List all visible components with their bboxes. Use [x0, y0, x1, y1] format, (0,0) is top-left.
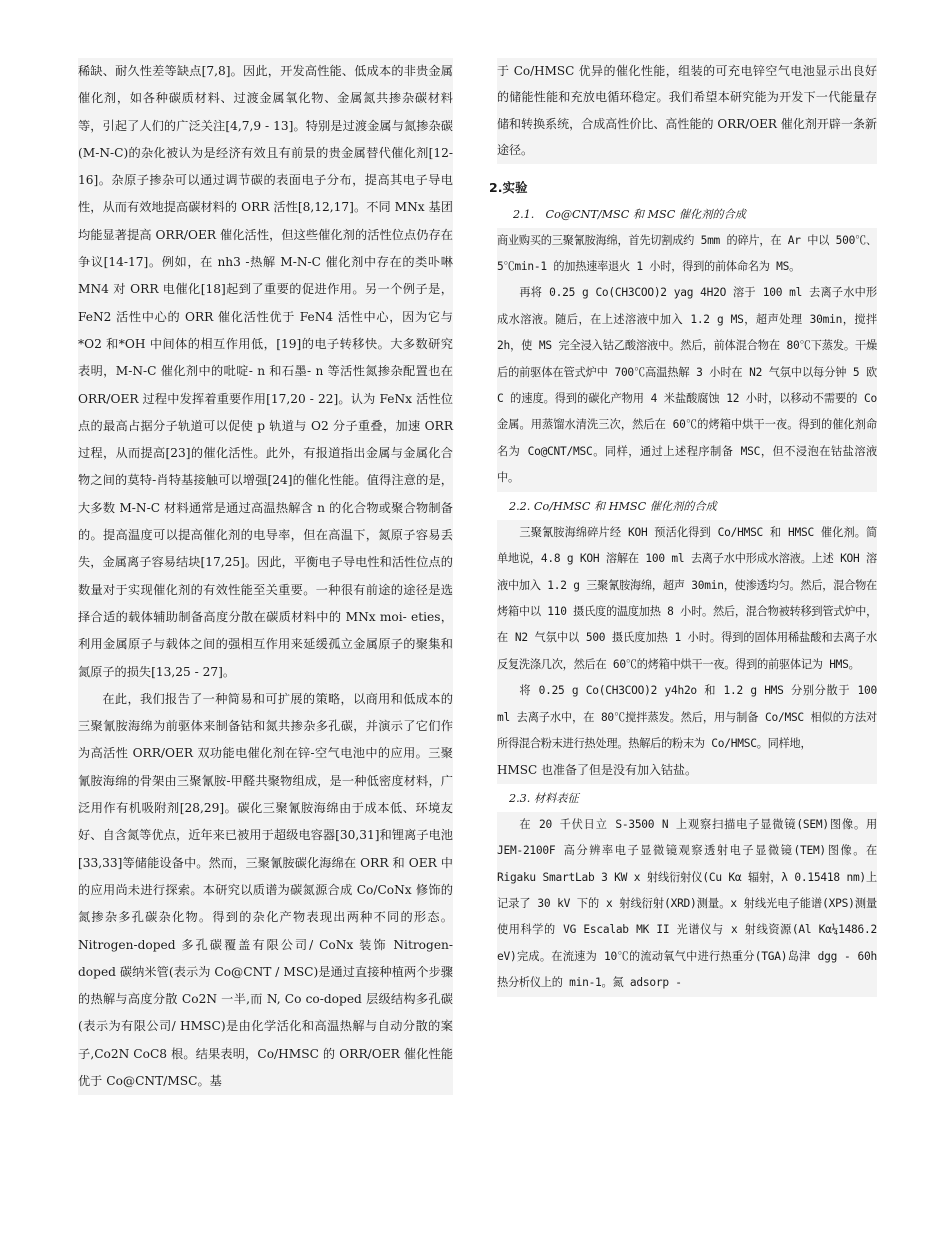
subsection-2-1-heading: 2.1. Co@CNT/MSC 和 MSC 催化剂的合成 — [513, 207, 746, 221]
subsection-2-2-heading: 2.2. Co/HMSC 和 HMSC 催化剂的合成 — [509, 499, 717, 513]
right-column — [489, 58, 878, 997]
left-column — [78, 58, 453, 1095]
section-2-heading: 2.实验 — [489, 179, 528, 195]
subsection-2-3-body — [497, 812, 877, 997]
left-paragraph-2: 在此，我们报告了一种简易和可扩展的策略，以商用和低成本的三聚氰胺海绵为前驱体来制备钴和氮共掺杂多孔碳，并演示了它们作为高活性 ORR/OER 双功能电催化剂在锌-空气电池中的应用。三聚氰胺海绵的骨架由三聚氰胺-甲醛共聚物组成，是一种低密度材料，广泛用作有机吸附剂[28,29]。碳化三聚氰胺海绵由于成本低、环境友好、自含氮等优点，近年来已被用于超级电容器[30,31]和锂离子电池[33,33]等储能设备中。然而，三聚氰胺碳化海绵在 ORR 和 OER 中的应用尚未进行探索。本研究以质谱为碳氮源合成 Co/CoNx 修饰的氮掺杂多孔碳杂化物。得到的杂化产物表现出两种不同的形态。Nitrogen-doped 多孔碳覆盖有限公司/ CoNx 装饰 Nitrogen-doped 碳纳米管(表示为 Co@CNT / MSC)是通过直接种植两个步骤的热解与高度分散 Co2N 一半,而 N, Co co-doped 层级结构多孔碳(表示为有限公司/ HMSC)是由化学活化和高温热解与自动分散的案子,Co2N CoC8 根。结果表明，Co/HMSC 的 ORR/OER 催化性能优于 Co@CNT/MSC。基 — [78, 691, 453, 1088]
subsection-2-2-paragraph-2-end: HMSC 也准备了但是没有加入钴盐。 — [497, 763, 697, 778]
subsection-2-3-paragraph-1: 在 20 千伏日立 S-3500 N 上观察扫描电子显微镜(SEM)图像。用 JEM-2100F 高分辨率电子显微镜观察透射电子显微镜(TEM)图像。在 Rigaku SmartLab 3 KW x 射线衍射仪(Cu Kα 辐射，λ 0.15418 nm)上记录了 30 kV 下的 x 射线衍射(XRD)测量。x 射线光电子能谱(XPS)测量使用科学的 VG Escalab MK II 光谱仪与 x 射线资源(Al Kα¼1486.2 eV)完成。在流速为 10℃的流动氧气中进行热重分(TGA)岛津 dgg - 60h 热分析仪上的 min-1。氮 adsorp - — [497, 817, 877, 990]
subsection-2-2-body — [497, 520, 877, 784]
left-paragraph-1: 稀缺、耐久性差等缺点[7,8]。因此，开发高性能、低成本的非贵金属催化剂，如各种碳质材料、过渡金属氧化物、金属氮共掺杂碳材料等，引起了人们的广泛关注[4,7,9 - 13]。特别是过渡金属与氮掺杂碳(M-N-C)的杂化被认为是经济有效且有前景的贵金属替代催化剂[12-16]。杂原子掺杂可以通过调节碳的表面电子分布，提高其电子导电性，从而有效地提高碳材料的 ORR 活性[8,12,17]。不同 MNx 基团均能显著提高 ORR/OER 催化活性，但这些催化剂的活性位点仍存在争议[14-17]。例如，在 nh3 -热解 M-N-C 催化剂中存在的类卟啉 MN4 对 ORR 电催化[18]起到了重要的促进作用。另一个例子是，FeN2 活性中心的 ORR 催化活性优于 FeN4 活性中心，因为它与*O2 和*OH 中间体的相互作用低，[19]的电子转移快。大多数研究表明，M-N-C 催化剂中的吡啶- n 和石墨- n 等活性氮掺杂配置也在 ORR/OER 过程中发挥着重要作用[17,20 - 22]。认为 FeNx 活性位点的最高占据分子轨道可以促使 p 轨道与 O2 分子重叠，加速 ORR 过程，从而提高[23]的催化活性。此外，有报道指出金属与金属化合物之间的莫特-肖特基接触可以增强[24]的催化性能。值得注意的是，大多数 M-N-C 材料通常是通过高温热解含 n 的化合物或聚合物制备的。提高温度可以提高催化剂的电导率，但在高温下，氮原子容易丢失，金属离子容易结块[17,25]。因此，平衡电子导电性和活性位点的数量对于实现催化剂的有效性能至关重要。一种很有前途的途径是选择合适的载体辅助制备高度分散在碳质材料中的 MNx moi- eties，利用金属原子与载体之间的强相互作用来延缓孤立金属原子的聚集和氮原子的损失[13,25 - 27]。 — [78, 64, 453, 679]
subsection-2-2-paragraph-1: 三聚氰胺海绵碎片经 KOH 预活化得到 Co/HMSC 和 HMSC 催化剂。简单地说，4.8 g KOH 溶解在 100 ml 去离子水中形成水溶液。上述 KOH 溶液中加入 1.2 g 三聚氰胺海绵，超声 30min，使渗透均匀。然后，混合物在烤箱中以 110 摄氏度的温度加热 8 小时。然后，混合物被转移到管式炉中，在 N2 气氛中以 500 摄氏度加热 1 小时。得到的固体用稀盐酸和去离子水反复洗涤几次，然后在 60℃的烤箱中烘干一夜。得到的前驱体记为 HMS。 — [497, 525, 878, 671]
right-intro-paragraph: 于 Co/HMSC 优异的催化性能，组装的可充电锌空气电池显示出良好的储能性能和充放电循环稳定。我们希望本研究能为开发下一代能量存储和转换系统，合成高性价比、高性能的 ORR/OER 催化剂开辟一条新途径。 — [497, 58, 877, 164]
subsection-2-1-paragraph-1: 商业购买的三聚氰胺海绵，首先切割成约 5mm 的碎片，在 Ar 中以 500℃、5℃min-1 的加热速率退火 1 小时，得到的前体命名为 MS。 — [497, 233, 877, 274]
subsection-2-3-heading: 2.3. 材料表征 — [509, 791, 579, 805]
subsection-2-1-paragraph-2: 再将 0.25 g Co(CH3COO)2 yag 4H2O 溶于 100 ml 去离子水中形成水溶液。随后，在上述溶液中加入 1.2 g MS，超声处理 30min，搅拌 2h，使 MS 完全浸入钴乙酸溶液中。然后，前体混合物在 80℃下蒸发。干燥后的前驱体在管式炉中 700℃高温热解 3 小时在 N2 气氛中以每分钟 5 欧 C 的速度。得到的碳化产物用 4 米盐酸腐蚀 12 小时，以移动不需要的 Co 金属。用蒸馏水清洗三次，然后在 60℃的烤箱中烘干一夜。得到的催化剂命名为 Co@CNT/MSC。同样，通过上述程序制备 MSC，但不浸泡在钴盐溶液中。 — [497, 286, 877, 485]
subsection-2-2-paragraph-2: 将 0.25 g Co(CH3COO)2 y4h2o 和 1.2 g HMS 分别分散于 100 ml 去离子水中，在 80℃搅拌蒸发。然后，用与制备 Co/MSC 相似的方法对所得混合粉末进行热处理。热解后的粉末为 Co/HMSC。同样地， — [497, 684, 877, 750]
subsection-2-1-body — [497, 228, 877, 492]
